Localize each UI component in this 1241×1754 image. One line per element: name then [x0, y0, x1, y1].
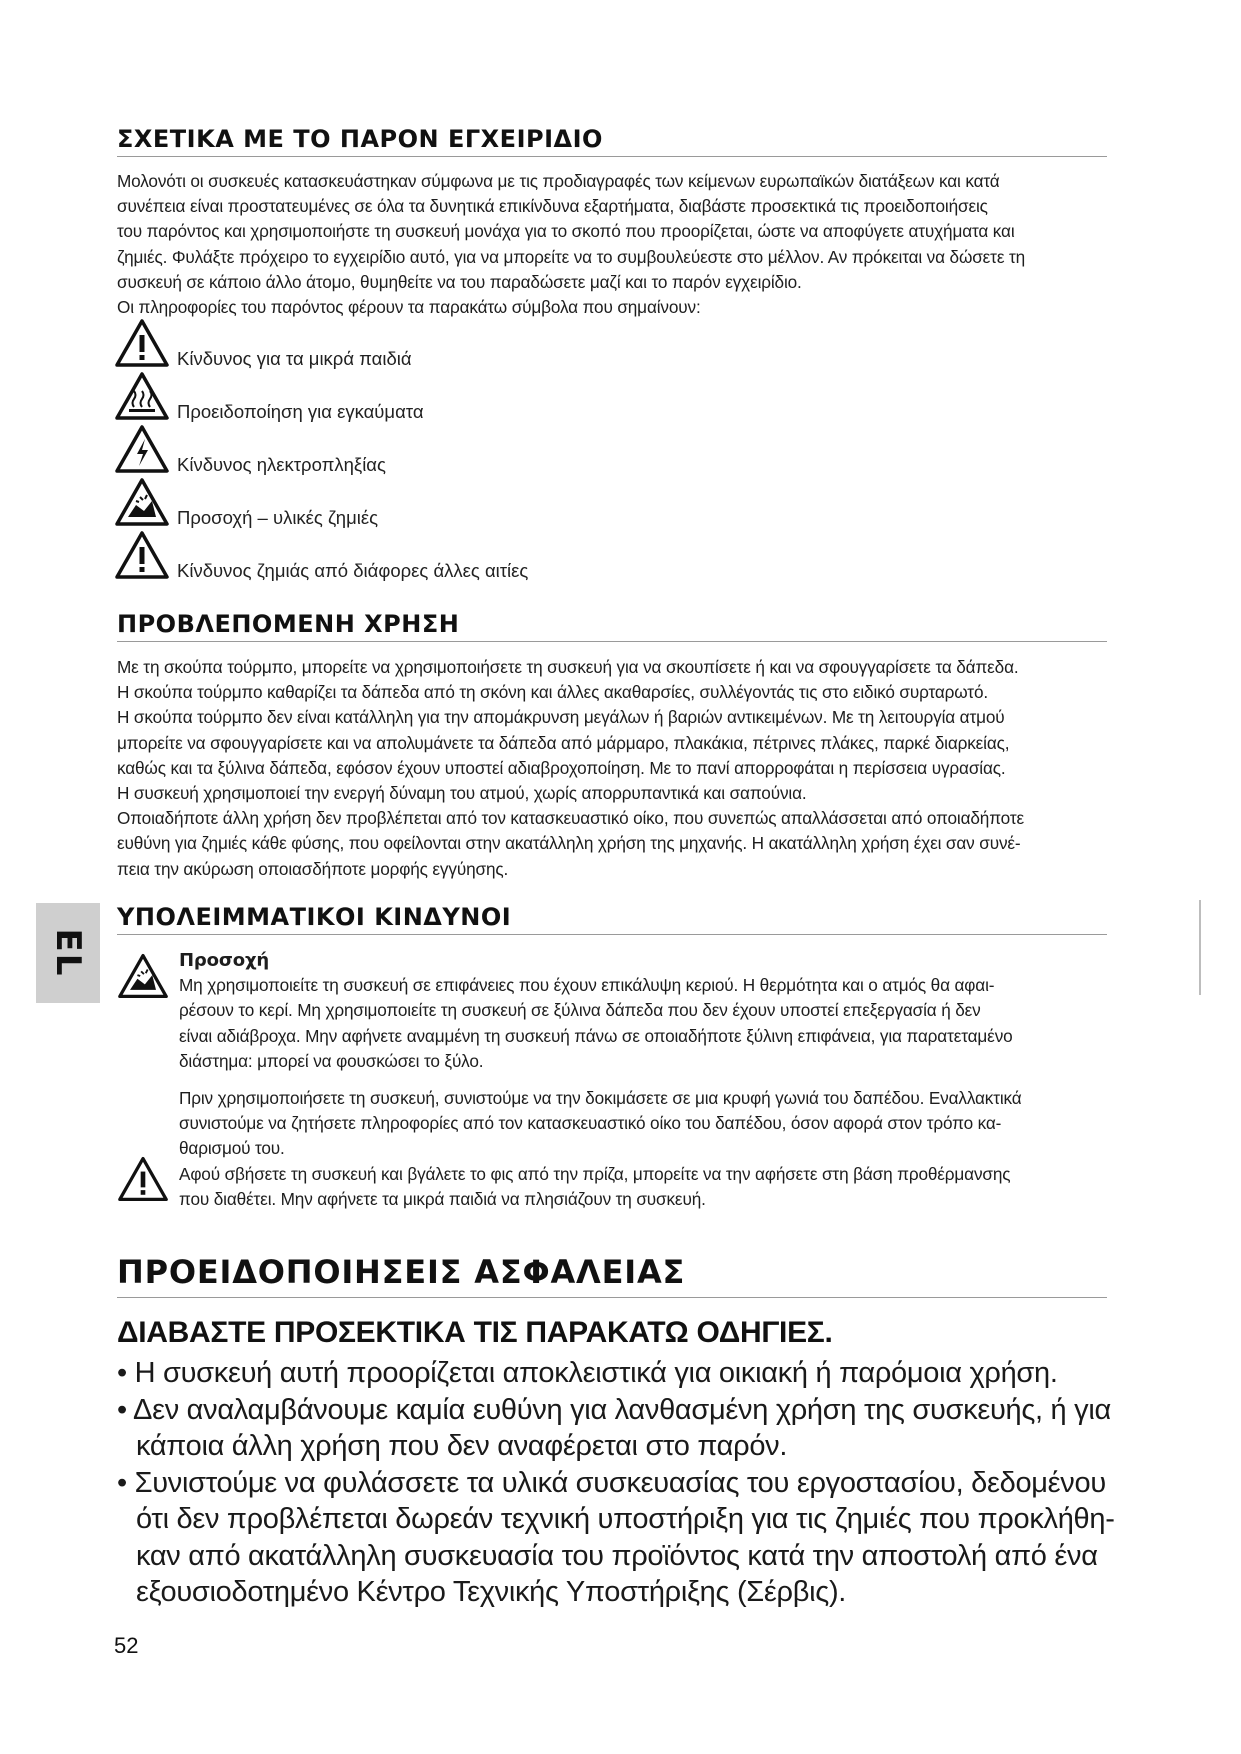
text-line: καν από ακατάλληλη συσκευασία του προϊόντος κατά την αποστολή από ένα [136, 1539, 1098, 1572]
symbol-children-danger [114, 318, 714, 368]
symbol-other-danger [114, 530, 714, 580]
exclamation-warning-icon [114, 530, 170, 580]
text-line: μπορείτε να σφουγγαρίσετε και να απολυμάνετε τα δάπεδα από μάρμαρο, πλακάκια, πέτρινες πλάκες, παρκέ διαρκείας, [117, 732, 1010, 753]
intended-use-text [117, 655, 1117, 882]
section-title-about-manual: ΣΧΕΤΙΚΑ ΜΕ ΤΟ ΠΑΡΟΝ ΕΓΧΕΙΡΙΔΙΟ [117, 125, 1107, 157]
exclamation-warning-icon [117, 1155, 169, 1203]
text-line: συνιστούμε να ζητήσετε πληροφορίες από τον κατασκευαστικό οίκο του δαπέδου, όσον αφορά στον τρόπο κα- [179, 1113, 1002, 1134]
text-line: Η σκούπα τούρμπο δεν είναι κατάλληλη για την απομάκρυνση μεγάλων ή βαριών αντικειμένων. Με τη λειτουργία ατμού [117, 707, 1005, 728]
exclamation-warning-icon [114, 318, 170, 368]
text-line: Μολονότι οι συσκευές κατασκευάστηκαν σύμφωνα με τις προδιαγραφές των κείμενων ευρωπαϊκών διατάξεων και κατά [117, 171, 1000, 191]
text-line: που διαθέτει. Μην αφήνετε τα μικρά παιδιά να πλησιάζουν τη συσκευή. [179, 1189, 706, 1210]
list-item [117, 1465, 1117, 1611]
text-line: συσκευή σε κάποιο άλλο άτομο, θυμηθείτε να του παραδώσετε μαζί και το παρόν εγχειρίδιο. [117, 271, 802, 292]
list-item [117, 1392, 1117, 1465]
text-line: συνέπεια είναι προστατευμένες σε όλα τα δυνητικά επικίνδυνα εξαρτήματα, διαβάστε προσεκτικά τις προειδοποιήσεις [117, 196, 988, 217]
text-line: • Η συσκευή αυτή προορίζεται αποκλειστικά για οικιακή ή παρόμοια χρήση. [117, 1357, 1058, 1389]
electric-shock-warning-icon [114, 424, 170, 474]
text-line: • Συνιστούμε να φυλάσσετε τα υλικά συσκευασίας του εργοστασίου, δεδομένου [117, 1466, 1106, 1499]
text-line: ότι δεν προβλέπεται δωρεάν τεχνική υποστήριξη για τις ζημιές που προκλήθη- [136, 1503, 1115, 1535]
language-tab [36, 903, 100, 1003]
symbol-material-damage [114, 477, 714, 527]
text-line: Η σκούπα τούρμπο καθαρίζει τα δάπεδα από τη σκόνη και άλλες ακαθαρσίες, συλλέγοντάς τις στο ειδικό συρταρωτό. [117, 682, 988, 703]
text-line: καθώς και τα ξύλινα δάπεδα, εφόσον έχουν υποστεί αδιαβροχοποίηση. Με το πανί απορροφάται η περίσσεια υγρασίας. [117, 757, 1006, 778]
list-item [117, 1355, 1117, 1392]
text-line: Πριν χρησιμοποιήσετε τη συσκευή, συνιστούμε να την δοκιμάσετε σε μια κρυφή γωνιά του δαπέδου. Εναλλακτικά [179, 1088, 1022, 1108]
text-line: ευθύνη για ζημιές κάθε φύσης, που οφείλονται στην ακατάλληλη χρήση της μηχανής. Η ακατάλληλη χρήση έχει σαν συνέ- [117, 833, 1021, 854]
margin-mark [1199, 900, 1201, 995]
text-line: Οποιαδήποτε άλλη χρήση δεν προβλέπεται από τον κατασκευαστικό οίκο, που συνεπώς απαλλάσσεται από οποιαδήποτε [117, 808, 1024, 829]
symbol-burn-warning [114, 371, 714, 421]
language-code: EL [48, 928, 88, 978]
symbol-label: Κίνδυνος ζημιάς από διάφορες άλλες αιτίες [177, 560, 529, 581]
text-line: ζημιές. Φυλάξτε πρόχειρο το εγχειρίδιο αυτό, για να μπορείτε να το συμβουλεύεστε στο μέλλον. Αν πρόκειται να δώσετε τη [117, 246, 1026, 267]
text-line: • Δεν αναλαμβάνουμε καμία ευθύνη για λανθασμένη χρήση της συσκευής, ή για [117, 1393, 1111, 1426]
wax-warning-text [179, 948, 1119, 1074]
symbol-label: Προειδοποίηση για εγκαύματα [177, 401, 424, 422]
text-line: Μη χρησιμοποιείτε τη συσκευή σε επιφάνειες που έχουν επικάλυψη κεριού. Η θερμότητα και ο ατμός θα αφαι- [179, 975, 995, 996]
symbol-label: Προσοχή – υλικές ζημιές [177, 507, 379, 528]
read-carefully-heading: ΔΙΑΒΑΣΤΕ ΠΡΟΣΕΚΤΙΚΑ ΤΙΣ ΠΑΡΑΚΑΤΩ ΟΔΗΓΙΕΣ. [117, 1316, 833, 1349]
safety-bullet-list [117, 1355, 1117, 1611]
about-manual-text [117, 169, 1117, 320]
burn-warning-icon [114, 371, 170, 421]
floor-test-text [179, 1086, 1119, 1162]
text-line: κάποια άλλη χρήση που δεν αναφέρεται στο παρόν. [136, 1430, 788, 1462]
text-line: Αφού σβήσετε τη συσκευή και βγάλετε το φις από την πρίζα, μπορείτε να την αφήσετε στη βάση προθέρμανσης [179, 1164, 1011, 1184]
material-damage-warning-icon [114, 477, 170, 527]
text-line: είναι αδιάβροχα. Μην αφήνετε αναμμένη τη συσκευή πάνω σε οποιαδήποτε ξύλινη επιφάνεια, για παρατεταμένο [179, 1025, 1013, 1046]
symbol-electric-shock [114, 424, 714, 474]
material-damage-warning-icon [117, 952, 169, 1000]
section-title-intended-use: ΠΡΟΒΛΕΠΟΜΕΝΗ ΧΡΗΣΗ [117, 610, 1107, 642]
text-line: Με τη σκούπα τούρμπο, μπορείτε να χρησιμοποιήσετε τη συσκευή για να σκουπίσετε ή και να σφουγγαρίσετε τα δάπεδα. [117, 657, 1019, 677]
symbol-label: Κίνδυνος για τα μικρά παιδιά [177, 348, 412, 369]
text-line: Οι πληροφορίες του παρόντος φέρουν τα παρακάτω σύμβολα που σημαίνουν: [117, 297, 701, 318]
text-line: πεια την ακύρωση οποιασδήποτε μορφής εγγύησης. [117, 858, 509, 879]
text-line: διάστημα: μπορεί να φουσκώσει το ξύλο. [179, 1050, 484, 1071]
page-number: 52 [114, 1633, 139, 1658]
children-warning-text [179, 1162, 1119, 1212]
text-line: θαρισμού του. [179, 1138, 285, 1159]
text-line: ρέσουν το κερί. Μη χρησιμοποιείτε τη συσκευή σε ξύλινα δάπεδα που δεν έχουν υποστεί επεξεργασία ή δεν [179, 1000, 981, 1021]
symbol-label: Κίνδυνος ηλεκτροπληξίας [177, 454, 386, 475]
text-line: Η συσκευή χρησιμοποιεί την ενεργή δύναμη του ατμού, χωρίς απορρυπαντικά και σαπούνια. [117, 783, 807, 804]
section-title-residual-risks: ΥΠΟΛΕΙΜΜΑΤΙΚΟΙ ΚΙΝΔΥΝΟΙ [117, 903, 1107, 935]
text-line: εξουσιοδοτημένο Κέντρο Τεχνικής Υποστήριξης (Σέρβις). [136, 1576, 847, 1608]
warning-heading: Προσοχή [179, 950, 270, 971]
section-title-safety-warnings: ΠΡΟΕΙΔΟΠΟΙΗΣΕΙΣ ΑΣΦΑΛΕΙΑΣ [117, 1253, 1107, 1298]
text-line: του παρόντος και χρησιμοποιήστε τη συσκευή μονάχα για το σκοπό που προορίζεται, ώστε να αποφύγετε ατυχήματα και [117, 221, 1015, 242]
